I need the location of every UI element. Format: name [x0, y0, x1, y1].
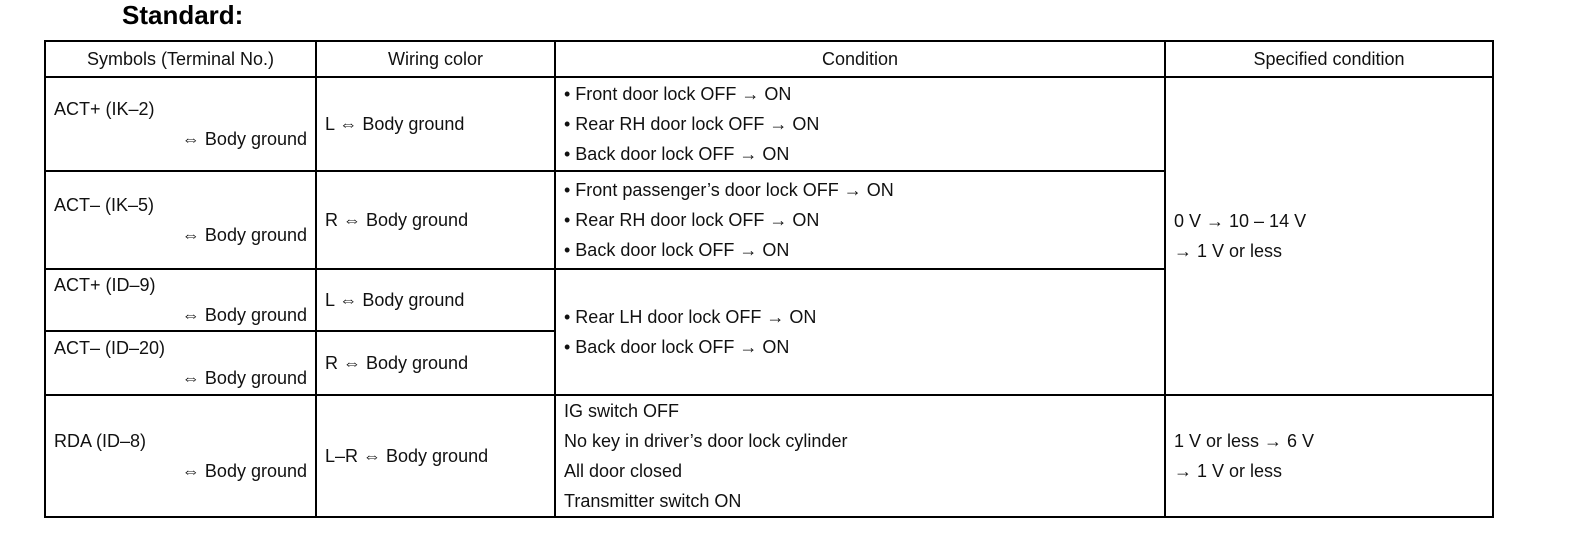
terminal-ground: ⇔ Body ground: [181, 461, 307, 481]
terminal-spec-table: [44, 40, 1494, 518]
symbol-cell: [45, 269, 316, 331]
terminal-symbol: ACT– (IK–5): [54, 195, 155, 215]
condition-line: • Back door lock OFF → ON: [564, 337, 790, 357]
header-symbols: Symbols (Terminal No.): [45, 41, 316, 77]
condition-cell: [555, 395, 1165, 517]
condition-cell: [555, 171, 1165, 269]
symbol-cell: [45, 77, 316, 171]
wiring-cell: R ⇔ Body ground: [316, 331, 555, 395]
condition-line: • Front passenger’s door lock OFF → ON: [564, 180, 894, 200]
specified-line: 0 V → 10 – 14 V: [1174, 211, 1307, 231]
condition-line: No key in driver’s door lock cylinder: [564, 431, 848, 451]
specified-line: 1 V or less → 6 V: [1174, 431, 1315, 451]
terminal-symbol: ACT– (ID–20): [54, 338, 166, 358]
wiring-cell: L ⇔ Body ground: [316, 77, 555, 171]
wiring-cell: R ⇔ Body ground: [316, 171, 555, 269]
table-header-row: [45, 41, 1493, 77]
symbol-cell: [45, 331, 316, 395]
terminal-ground: ⇔ Body ground: [181, 225, 307, 245]
condition-line: • Back door lock OFF → ON: [564, 240, 790, 260]
condition-cell: [555, 77, 1165, 171]
table-row: [45, 395, 1493, 517]
wiring-cell: L–R ⇔ Body ground: [316, 395, 555, 517]
condition-line: Transmitter switch ON: [564, 491, 742, 511]
header-wiring-color: Wiring color: [316, 41, 555, 77]
page-heading: Standard:: [122, 0, 244, 30]
symbol-cell: [45, 171, 316, 269]
wiring-cell: L ⇔ Body ground: [316, 269, 555, 331]
table-row: [45, 77, 1493, 171]
header-condition: Condition: [555, 41, 1165, 77]
condition-line: • Rear RH door lock OFF → ON: [564, 210, 820, 230]
terminal-symbol: ACT+ (ID–9): [54, 275, 156, 295]
terminal-ground: ⇔ Body ground: [181, 368, 307, 388]
condition-line: IG switch OFF: [564, 401, 680, 421]
terminal-ground: ⇔ Body ground: [181, 305, 307, 325]
terminal-symbol: ACT+ (IK–2): [54, 99, 155, 119]
condition-line: All door closed: [564, 461, 683, 481]
condition-line: • Rear LH door lock OFF → ON: [564, 307, 817, 327]
symbol-cell: [45, 395, 316, 517]
header-specified-condition: Specified condition: [1165, 41, 1493, 77]
specified-line: → 1 V or less: [1174, 461, 1283, 481]
condition-line: • Rear RH door lock OFF → ON: [564, 114, 820, 134]
condition-line: • Back door lock OFF → ON: [564, 144, 790, 164]
condition-line: • Front door lock OFF → ON: [564, 84, 792, 104]
specified-condition-cell: [1165, 77, 1493, 395]
specified-condition-cell: [1165, 395, 1493, 517]
terminal-ground: ⇔ Body ground: [181, 129, 307, 149]
condition-cell: [555, 269, 1165, 395]
specified-line: → 1 V or less: [1174, 241, 1283, 261]
terminal-symbol: RDA (ID–8): [54, 431, 147, 451]
